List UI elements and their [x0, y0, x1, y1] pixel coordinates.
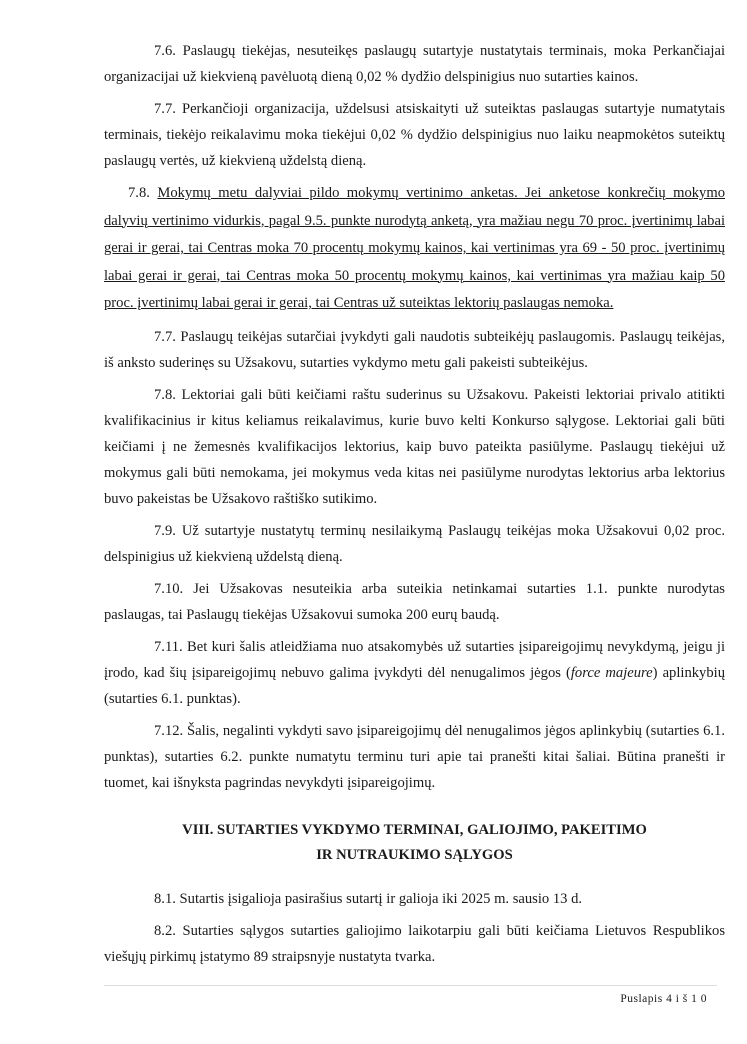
- footer-divider: [104, 985, 717, 986]
- underlined-clause-text: Mokymų metu dalyviai pildo mokymų vertinimo anketas. Jei anketose konkrečių mokymo dalyvių vertinimo vidurkis, pagal 9.5. punkte nurodytą anketą, yra mažiau negu 70 proc. įvertinimų labai gerai ir gerai, tai Centras moka 70 procentų mokymų kainos, kai vertinimas yra 69 - 50 proc. įvertinimų labai gerai ir gerai, tai Centras moka 50 procentų mokymų kainos, kai vertinimas yra mažiau kaip 50 proc. įvertinimų labai gerai ir gerai, tai Centras už suteiktas lektorių paslaugas nemoka.: [104, 185, 725, 311]
- clause-7-9: 7.9. Už sutartyje nustatytų terminų nesilaikymą Paslaugų teikėjas moka Užsakovui 0,02 proc. delspinigius už kiekvieną uždelstą dieną.: [104, 522, 725, 565]
- document-page: [104, 38, 725, 976]
- clause-7-6: 7.6. Paslaugų tiekėjas, nesuteikęs paslaugų sutartyje nustatytais terminais, moka Perkančiajai organizacijai už kiekvieną pavėluotą dieną 0,02 % dydžio delspinigius nuo sutarties kainos.: [104, 43, 725, 85]
- clause-7-7-a: 7.7. Perkančioji organizacija, uždelsusi atsiskaityti už suteiktas paslaugas sutartyje numatytais terminais, tiekėjo reikalavimu moka tiekėjui 0,02 % dydžio delspinigius nuo laiku neapmokėtos suteiktų paslaugų vertės, už kiekvieną uždelstą dieną.: [104, 101, 725, 169]
- clause-7-8-a: [104, 180, 725, 318]
- clause-text: 7.11. Bet kuri šalis atleidžiama nuo atsakomybės už sutarties įsipareigojimų nevykdymą, jeigu ji įrodo, kad šių įsipareigojimų nebuvo galima įvykdyti dėl nenugalimos jėgos (: [104, 638, 725, 681]
- clause-7-11: [104, 634, 725, 712]
- section-heading: [104, 818, 725, 868]
- clause-number: 7.8.: [128, 185, 150, 201]
- heading-line-2: IR NUTRAUKIMO SĄLYGOS: [316, 846, 513, 863]
- clause-7-12: 7.12. Šalis, negalinti vykdyti savo įsipareigojimų dėl nenugalimos jėgos aplinkybių (sutarties 6.1. punktas), sutarties 6.2. punkte numatytu terminu turi apie tai pranešti kitai šaliai. Būtina pranešti ir tuomet, kai išnyksta pagrindas nevykdyti įsipareigojimų.: [104, 722, 725, 791]
- clause-8-1: 8.1. Sutartis įsigalioja pasirašius sutartį ir galioja iki 2025 m. sausio 13 d.: [154, 890, 583, 907]
- clause-7-10: 7.10. Jei Užsakovas nesuteikia arba suteikia netinkamai sutarties 1.1. punkte nurodytas paslaugas, tai Paslaugų tiekėjas Užsakovui sumoka 200 eurų baudą.: [104, 580, 725, 623]
- page-number: Puslapis 4 i š 1 0: [620, 993, 707, 1005]
- italic-term: force majeure: [570, 664, 653, 681]
- clause-7-7-b: 7.7. Paslaugų teikėjas sutarčiai įvykdyti gali naudotis subteikėjų paslaugomis. Paslaugų teikėjas, iš anksto suderinęs su Užsakovu, sutarties vykdymo metu gali pakeisti subteikėjus.: [104, 328, 725, 371]
- heading-line-1: VIII. SUTARTIES VYKDYMO TERMINAI, GALIOJIMO, PAKEITIMO: [182, 821, 647, 838]
- clause-7-8-b: 7.8. Lektoriai gali būti keičiami raštu suderinus su Užsakovu. Pakeisti lektoriai privalo atitikti kvalifikacinius ir kitus keliamus reikalavimus, kurie buvo kelti Konkurso sąlygose. Lektoriai gali būti keičiami į ne žemesnės kvalifikacijos lektorius, kaip buvo pateikta pasiūlyme. Paslaugų tiekėjui už mokymus gali būti nemokama, jei mokymus veda kitas nei pasiūlyme nurodytas lektorius arba lektorius buvo pakeistas be Užsakovo raštiško sutikimo.: [104, 386, 725, 507]
- clause-8-2: 8.2. Sutarties sąlygos sutarties galiojimo laikotarpiu gali būti keičiama Lietuvos Respublikos viešųjų pirkimų įstatymo 89 straipsnyje nustatyta tvarka.: [104, 922, 725, 965]
- clause-text: ) aplinkybių (sutarties 6.1. punktas).: [104, 664, 725, 707]
